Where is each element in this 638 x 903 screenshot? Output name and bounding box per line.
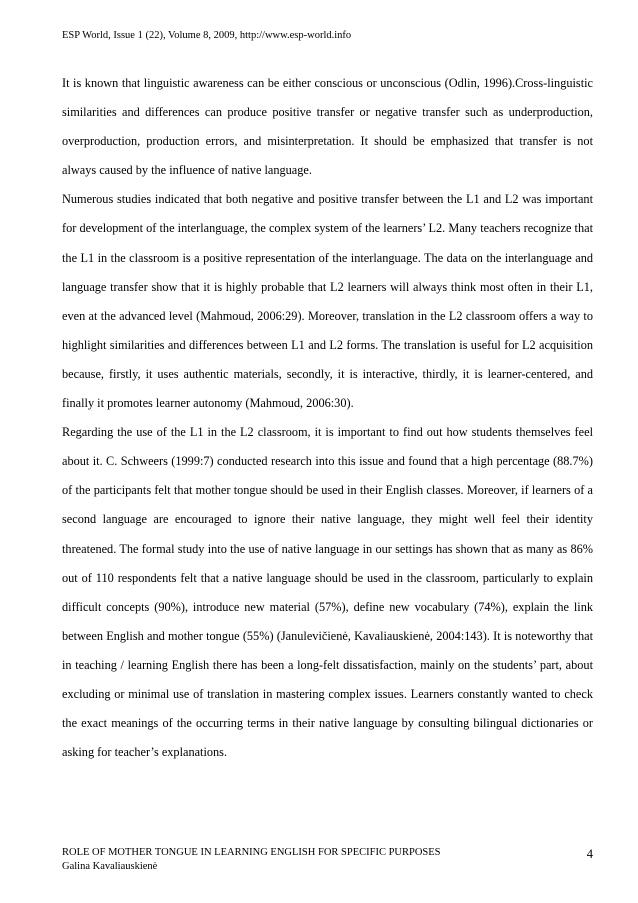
body-text [62,69,593,767]
running-header: ESP World, Issue 1 (22), Volume 8, 2009, http://www.esp-world.info [62,30,352,41]
page-footer [62,846,593,874]
footer-title: ROLE OF MOTHER TONGUE IN LEARNING ENGLISH FOR SPECIFIC PURPOSES [62,847,441,858]
paragraph-transfer: It is known that linguistic awareness can be either conscious or unconscious (Odlin, 1996).Cross-linguistic similarities and differences can produce positive transfer or negative transfer such as underproduction, overproduction, production errors, and misinterpretation. It should be emphasized that transfer is not always caused by the influence of native language. [62,76,593,178]
page-number: 4 [586,847,593,861]
paragraph-l1-classroom: Regarding the use of the L1 in the L2 classroom, it is important to find out how students themselves feel about it. C. Schweers (1999:7) conducted research into this issue and found that a high percentage (88.7%) of the participants felt that mother tongue should be used in their English classes. Moreover, if learners of a second language are encouraged to ignore their native language, they might well feel their identity threatened. The formal study into the use of native language in our settings has shown that as many as 86% out of 110 respondents felt that a native language should be used in the classroom, particularly to explain difficult concepts (90%), introduce new material (57%), define new vocabulary (74%), explain the link between English and mother tongue (55%) (Janulevičienė, Kavaliauskienė, 2004:143). It is noteworthy that in teaching / learning English there has been a long-felt dissatisfaction, mainly on the students’ part, about excluding or minimal use of translation in mastering complex issues. Learners constantly wanted to check the exact meanings of the occurring terms in their native language by consulting bilingual dictionaries or asking for teacher’s explanations. [62,425,593,760]
paragraph-interlanguage: Numerous studies indicated that both negative and positive transfer between the L1 and L2 was important for development of the interlanguage, the complex system of the learners’ L2. Many teachers recognize that the L1 in the classroom is a positive representation of the interlanguage. The data on the interlanguage and language transfer show that it is highly probable that L2 learners will always think most often in their L1, even at the advanced level (Mahmoud, 2006:29). Moreover, translation in the L2 classroom offers a way to highlight similarities and differences between L1 and L2 forms. The translation is useful for L2 acquisition because, firstly, it uses authentic materials, secondly, it is interactive, thirdly, it is learner-centered, and finally it promotes learner autonomy (Mahmoud, 2006:30). [62,192,593,411]
footer-author: Galina Kavaliauskienė [62,861,158,872]
